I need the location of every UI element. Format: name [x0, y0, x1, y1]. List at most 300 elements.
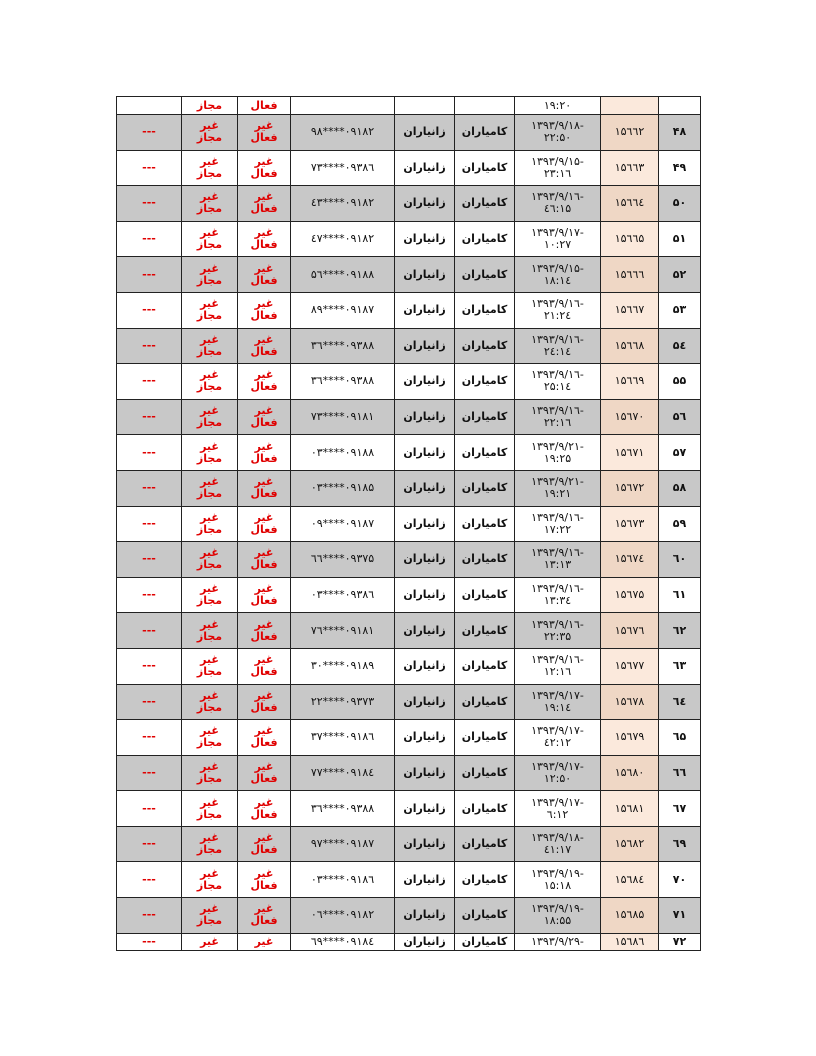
table-row [117, 221, 701, 257]
row-number: ٦۳ [659, 648, 701, 684]
record-code [601, 97, 659, 115]
record-note: --- [117, 755, 182, 791]
record-datetime [515, 791, 601, 827]
record-permit-line-1: غیر [200, 119, 219, 133]
record-status-line-2: فعال [250, 843, 278, 857]
record-permit-line-2: مجاز [196, 202, 223, 216]
record-datetime-line-1: -۱۳۹۳/۹/۱۸ [531, 119, 584, 133]
record-phone: ۰۹۱۸۱****۷۳ [291, 399, 395, 435]
record-status [238, 862, 291, 898]
record-status-line-1: غیر [254, 404, 274, 418]
record-status-line-2: فعال [250, 487, 278, 501]
record-org: کامیاران [455, 435, 515, 471]
record-permit [182, 933, 238, 950]
record-note: --- [117, 221, 182, 257]
record-datetime-line-1: -۱۳۹۳/۹/۱٦ [531, 510, 584, 524]
record-permit-line-1: غیر [200, 582, 219, 596]
record-city: زانیاران [395, 898, 455, 934]
row-number: ٦۵ [659, 720, 701, 756]
record-city: زانیاران [395, 755, 455, 791]
record-permit-line-2: مجاز [196, 629, 223, 643]
record-org: کامیاران [455, 862, 515, 898]
record-datetime-line-1: -۱۳۹۳/۹/۲۱ [531, 475, 584, 489]
record-phone: ۰۹۱۸۷****۹۷ [291, 826, 395, 862]
record-status-line-2: فعال [250, 914, 278, 928]
row-number [659, 97, 701, 115]
record-status-line-1: غیر [254, 546, 274, 560]
record-status-line-2: فعال [250, 665, 278, 679]
record-city: زانیاران [395, 648, 455, 684]
record-status-line-1: غیر [254, 759, 274, 773]
record-permit-line-2: مجاز [196, 131, 223, 145]
record-code: ۱۵٦۸۱ [601, 791, 659, 827]
record-status [238, 791, 291, 827]
record-datetime-line-2: ۱۷:۲۲ [543, 522, 572, 536]
record-status-line-1: غیر [254, 617, 274, 631]
record-status-line-1: غیر [254, 902, 274, 916]
record-city: زانیاران [395, 470, 455, 506]
record-datetime-line-1: -۱۳۹۳/۹/۲۹ [531, 934, 584, 948]
record-city: زانیاران [395, 399, 455, 435]
record-permit-line-1: غیر [200, 297, 219, 311]
record-note: --- [117, 186, 182, 222]
record-status-line-1: غیر [254, 866, 274, 880]
record-phone: ۰۹۱۸۵****۰۳ [291, 470, 395, 506]
row-number: ٦۷ [659, 791, 701, 827]
record-status-line-2: فعال [250, 131, 278, 145]
record-permit-line-2: مجاز [196, 914, 223, 928]
record-datetime-line-2: ۱٤:۱۹ [543, 700, 572, 714]
record-permit-line-2: مجاز [196, 771, 223, 785]
record-datetime-line-1: -۱۳۹۳/۹/۱۸ [531, 831, 584, 845]
record-datetime-line-2: ۱۳:۱۳ [543, 558, 572, 572]
record-datetime-line-1: -۱۳۹۳/۹/۱۹ [531, 866, 584, 880]
row-number: ۵٦ [659, 399, 701, 435]
table-row [117, 470, 701, 506]
table-row [117, 292, 701, 328]
record-status-line-2: فعال [250, 522, 278, 536]
record-status-line-1: غیر [254, 724, 274, 738]
record-org: کامیاران [455, 186, 515, 222]
record-status-line-1: غیر [254, 831, 274, 845]
record-status [238, 826, 291, 862]
row-number: ۵۸ [659, 470, 701, 506]
table-row [117, 898, 701, 934]
record-status [238, 755, 291, 791]
table-row [117, 150, 701, 186]
record-datetime [515, 826, 601, 862]
record-code: ۱۵٦۷۵ [601, 577, 659, 613]
record-datetime [515, 933, 601, 950]
record-status [238, 613, 291, 649]
table-row [117, 826, 701, 862]
record-status-line-2: فعال [250, 736, 278, 750]
record-datetime-line-1: -۱۳۹۳/۹/۱٦ [531, 190, 584, 204]
record-code: ۱۵٦٦٤ [601, 186, 659, 222]
record-permit [182, 470, 238, 506]
record-status-line-2: فعال [250, 380, 278, 394]
record-note: --- [117, 435, 182, 471]
record-org: کامیاران [455, 506, 515, 542]
record-datetime [515, 364, 601, 400]
record-permit: مجاز [182, 97, 238, 115]
record-status-line-1: غیر [254, 154, 274, 168]
record-permit [182, 791, 238, 827]
record-org: کامیاران [455, 542, 515, 578]
record-org: کامیاران [455, 399, 515, 435]
record-datetime [515, 186, 601, 222]
table-row [117, 684, 701, 720]
record-status-line-1: غیر [254, 653, 274, 667]
record-permit [182, 257, 238, 293]
record-status [238, 720, 291, 756]
record-org [455, 97, 515, 115]
record-permit-line-1: غیر [200, 510, 219, 524]
record-org: کامیاران [455, 364, 515, 400]
record-permit-line-2: مجاز [196, 700, 223, 714]
record-datetime [515, 470, 601, 506]
record-city [395, 97, 455, 115]
record-permit-line-1: غیر [200, 724, 219, 738]
record-org: کامیاران [455, 684, 515, 720]
row-number: ۵۱ [659, 221, 701, 257]
record-datetime-line-1: -۱۳۹۳/۹/۲۱ [531, 439, 584, 453]
record-datetime [515, 648, 601, 684]
record-status [238, 435, 291, 471]
record-note: --- [117, 292, 182, 328]
record-datetime-line-1: -۱۳۹۳/۹/۱۷ [531, 724, 584, 738]
record-permit [182, 613, 238, 649]
record-phone: ۰۹۳۸۸****۳٦ [291, 791, 395, 827]
record-datetime [515, 684, 601, 720]
record-status [238, 257, 291, 293]
record-permit [182, 826, 238, 862]
table-row [117, 115, 701, 151]
record-permit [182, 150, 238, 186]
record-note: --- [117, 150, 182, 186]
record-status-line-2: فعال [250, 807, 278, 821]
record-code: ۱۵٦۸٤ [601, 862, 659, 898]
record-note: --- [117, 648, 182, 684]
record-datetime-line-1: -۱۳۹۳/۹/۱۵ [531, 154, 584, 168]
record-status [238, 328, 291, 364]
record-status-line-1: غیر [254, 475, 274, 489]
record-datetime-line-2: ۱۸:۱٤ [543, 273, 572, 287]
record-datetime-line-2: ۲۲:۳۵ [543, 629, 572, 643]
record-status-line-2: فعال [250, 309, 278, 323]
record-status-line-1: غیر [254, 368, 274, 382]
record-status-line-2: فعال [250, 700, 278, 714]
record-phone: ۰۹۳۸٦****۰۳ [291, 577, 395, 613]
record-permit-line-1: غیر [200, 190, 219, 204]
record-datetime-line-1: -۱۳۹۳/۹/۱٦ [531, 404, 584, 418]
record-status [238, 506, 291, 542]
row-number: ۴۸ [659, 115, 701, 151]
record-city: زانیاران [395, 613, 455, 649]
record-status [238, 684, 291, 720]
record-permit [182, 755, 238, 791]
record-permit-line-1: غیر [200, 831, 219, 845]
record-note: --- [117, 577, 182, 613]
row-number: ٦۱ [659, 577, 701, 613]
record-phone: ۰۹۱۸۷****۸۹ [291, 292, 395, 328]
row-number: ۵۵ [659, 364, 701, 400]
record-code: ۱۵٦۸٦ [601, 933, 659, 950]
record-status-line-2: فعال [250, 238, 278, 252]
records-table [116, 96, 701, 951]
record-city: زانیاران [395, 115, 455, 151]
record-org: کامیاران [455, 292, 515, 328]
table-row [117, 577, 701, 613]
record-status-line-2: فعال [250, 629, 278, 643]
record-city: زانیاران [395, 720, 455, 756]
record-datetime-line-2: ۱٦:۲۲ [543, 416, 572, 430]
record-city: زانیاران [395, 506, 455, 542]
record-code: ۱۵٦۷٤ [601, 542, 659, 578]
record-permit [182, 684, 238, 720]
table-row [117, 755, 701, 791]
record-datetime-line-2: ۱۸:۵۵ [543, 914, 572, 928]
record-status-line-2: فعال [250, 202, 278, 216]
record-status-line-1: غیر [254, 934, 274, 948]
record-status-line-2: فعال [250, 451, 278, 465]
row-number: ۷۱ [659, 898, 701, 934]
record-status [238, 933, 291, 950]
record-code: ۱۵٦٦۹ [601, 364, 659, 400]
record-status-line-1: غیر [254, 510, 274, 524]
record-datetime [515, 115, 601, 151]
record-datetime-line-2: ۱۹:۲۵ [543, 451, 572, 465]
record-datetime [515, 720, 601, 756]
record-note: --- [117, 399, 182, 435]
row-number: ٦٦ [659, 755, 701, 791]
record-datetime-line-2: ۱٦:۱۲ [543, 665, 572, 679]
record-city: زانیاران [395, 826, 455, 862]
record-code: ۱۵٦۷۸ [601, 684, 659, 720]
record-datetime-line-2: ۲۲:۵۰ [543, 131, 572, 145]
row-number: ۵۰ [659, 186, 701, 222]
record-note [117, 97, 182, 115]
record-note: --- [117, 933, 182, 950]
record-phone: ۰۹۱۸۲****٤۳ [291, 186, 395, 222]
record-status [238, 221, 291, 257]
record-datetime-line-1: -۱۳۹۳/۹/۱٦ [531, 653, 584, 667]
record-note: --- [117, 364, 182, 400]
record-note: --- [117, 862, 182, 898]
record-status-line-1: غیر [254, 688, 274, 702]
record-permit [182, 364, 238, 400]
record-note: --- [117, 470, 182, 506]
record-phone: ۰۹۳۸۸****۳٦ [291, 328, 395, 364]
record-permit-line-1: غیر [200, 475, 219, 489]
record-phone: ۰۹۱۸۲****۰٦ [291, 898, 395, 934]
record-code: ۱۵٦٦٦ [601, 257, 659, 293]
record-city: زانیاران [395, 186, 455, 222]
record-city: زانیاران [395, 684, 455, 720]
record-status-line-1: غیر [254, 439, 274, 453]
record-code: ۱۵٦۷۲ [601, 470, 659, 506]
record-datetime-line-1: -۱۳۹۳/۹/۱۷ [531, 688, 584, 702]
record-permit-line-2: مجاز [196, 522, 223, 536]
record-permit-line-2: مجاز [196, 273, 223, 287]
record-permit-line-1: غیر [200, 866, 219, 880]
record-status-line-2: فعال [250, 416, 278, 430]
record-code: ۱۵٦۷۹ [601, 720, 659, 756]
record-org: کامیاران [455, 648, 515, 684]
record-permit-line-2: مجاز [196, 487, 223, 501]
record-status-line-2: فعال [250, 344, 278, 358]
record-datetime-line-2: ۱٤:۲۵ [543, 380, 572, 394]
record-time: ۱۹:۲۰ [515, 97, 601, 115]
record-status-line-2: فعال [250, 558, 278, 572]
record-phone: ۰۹۱۸۸****۵٦ [291, 257, 395, 293]
record-code: ۱۵٦۸۵ [601, 898, 659, 934]
record-org: کامیاران [455, 933, 515, 950]
record-code: ۱۵٦٦۳ [601, 150, 659, 186]
record-permit-line-1: غیر [200, 653, 219, 667]
record-phone: ۰۹۳۷۳****۲۲ [291, 684, 395, 720]
record-datetime-line-2: ۱۷:٤۱ [543, 843, 572, 857]
record-status-line-1: غیر [254, 261, 274, 275]
row-number: ۴۹ [659, 150, 701, 186]
record-datetime-line-2: ۱۵:٤٦ [543, 202, 572, 216]
record-status [238, 470, 291, 506]
record-datetime [515, 328, 601, 364]
table-row [117, 791, 701, 827]
record-permit [182, 115, 238, 151]
record-datetime-line-1: -۱۳۹۳/۹/۱٦ [531, 332, 584, 346]
record-datetime-line-1: -۱۳۹۳/۹/۱۷ [531, 795, 584, 809]
record-org: کامیاران [455, 577, 515, 613]
record-note: --- [117, 791, 182, 827]
record-status-line-1: غیر [254, 297, 274, 311]
row-number: ۵۳ [659, 292, 701, 328]
record-phone: ۰۹۱۸۸****۰۳ [291, 435, 395, 471]
record-permit-line-2: مجاز [196, 665, 223, 679]
record-datetime [515, 221, 601, 257]
record-status [238, 399, 291, 435]
table-row [117, 257, 701, 293]
record-permit [182, 186, 238, 222]
record-phone: ۰۹۱۸٤****۷۷ [291, 755, 395, 791]
record-permit-line-2: مجاز [196, 594, 223, 608]
record-city: زانیاران [395, 542, 455, 578]
record-note: --- [117, 720, 182, 756]
record-datetime [515, 613, 601, 649]
record-status-line-1: غیر [254, 332, 274, 346]
record-datetime-line-1: -۱۳۹۳/۹/۱۵ [531, 261, 584, 275]
row-number: ٦۹ [659, 826, 701, 862]
record-datetime [515, 755, 601, 791]
record-datetime-line-2: ۱٦:۲۳ [543, 166, 572, 180]
record-permit-line-2: مجاز [196, 166, 223, 180]
record-status [238, 577, 291, 613]
record-org: کامیاران [455, 755, 515, 791]
record-city: زانیاران [395, 577, 455, 613]
record-status [238, 542, 291, 578]
record-org: کامیاران [455, 791, 515, 827]
record-datetime-line-2: ۱۲:٤۲ [543, 736, 572, 750]
record-city: زانیاران [395, 933, 455, 950]
record-permit-line-2: مجاز [196, 344, 223, 358]
record-datetime-line-2: ۱۵:۱۸ [543, 878, 572, 892]
record-status [238, 898, 291, 934]
record-code: ۱۵٦٦۵ [601, 221, 659, 257]
record-org: کامیاران [455, 150, 515, 186]
record-datetime [515, 577, 601, 613]
record-permit [182, 292, 238, 328]
record-phone: ۰۹۱۸۲****٤۷ [291, 221, 395, 257]
record-permit-line-1: غیر [200, 934, 219, 948]
record-org: کامیاران [455, 115, 515, 151]
record-city: زانیاران [395, 221, 455, 257]
table-row [117, 648, 701, 684]
record-phone: ۰۹۱۸۹****۳۰ [291, 648, 395, 684]
record-note: --- [117, 328, 182, 364]
record-phone: ۰۹۳۷۵****٦٦ [291, 542, 395, 578]
record-permit [182, 862, 238, 898]
record-datetime-line-2: ۲۱:۲٤ [543, 309, 572, 323]
record-status-line-1: غیر [254, 190, 274, 204]
record-city: زانیاران [395, 364, 455, 400]
record-datetime-line-1: -۱۳۹۳/۹/۱٦ [531, 297, 584, 311]
record-city: زانیاران [395, 435, 455, 471]
record-city: زانیاران [395, 328, 455, 364]
record-permit-line-1: غیر [200, 261, 219, 275]
record-status-line-2: فعال [250, 878, 278, 892]
record-datetime-line-1: -۱۳۹۳/۹/۱۷ [531, 759, 584, 773]
row-number: ۵۲ [659, 257, 701, 293]
record-code: ۱۵٦۷٦ [601, 613, 659, 649]
record-org: کامیاران [455, 826, 515, 862]
record-status [238, 115, 291, 151]
record-status-line-2: فعال [250, 273, 278, 287]
record-permit [182, 720, 238, 756]
record-status [238, 292, 291, 328]
record-note: --- [117, 257, 182, 293]
record-note: --- [117, 542, 182, 578]
record-permit-line-1: غیر [200, 617, 219, 631]
row-number: ۵۷ [659, 435, 701, 471]
record-permit-line-1: غیر [200, 368, 219, 382]
table-row [117, 720, 701, 756]
table-row [117, 435, 701, 471]
record-status [238, 150, 291, 186]
record-note: --- [117, 898, 182, 934]
record-permit-line-2: مجاز [196, 451, 223, 465]
record-datetime [515, 257, 601, 293]
record-org: کامیاران [455, 720, 515, 756]
table-row [117, 862, 701, 898]
record-permit-line-1: غیر [200, 439, 219, 453]
record-code: ۱۵٦٦۸ [601, 328, 659, 364]
record-code: ۱۵٦۷۷ [601, 648, 659, 684]
record-phone: ۰۹۱۸٦****۰۳ [291, 862, 395, 898]
record-permit [182, 542, 238, 578]
record-datetime-line-2: ۱۲:۵۰ [543, 771, 572, 785]
table-row [117, 328, 701, 364]
table-row [117, 399, 701, 435]
record-note: --- [117, 506, 182, 542]
record-datetime [515, 150, 601, 186]
record-phone: ۰۹۳۸۸****۳٦ [291, 364, 395, 400]
record-code: ۱۵٦۷۳ [601, 506, 659, 542]
record-datetime-line-1: -۱۳۹۳/۹/۱٦ [531, 546, 584, 560]
record-phone: ۰۹۱۸۱****۷٦ [291, 613, 395, 649]
record-code: ۱۵٦۸۲ [601, 826, 659, 862]
table-row [117, 542, 701, 578]
record-permit-line-2: مجاز [196, 416, 223, 430]
